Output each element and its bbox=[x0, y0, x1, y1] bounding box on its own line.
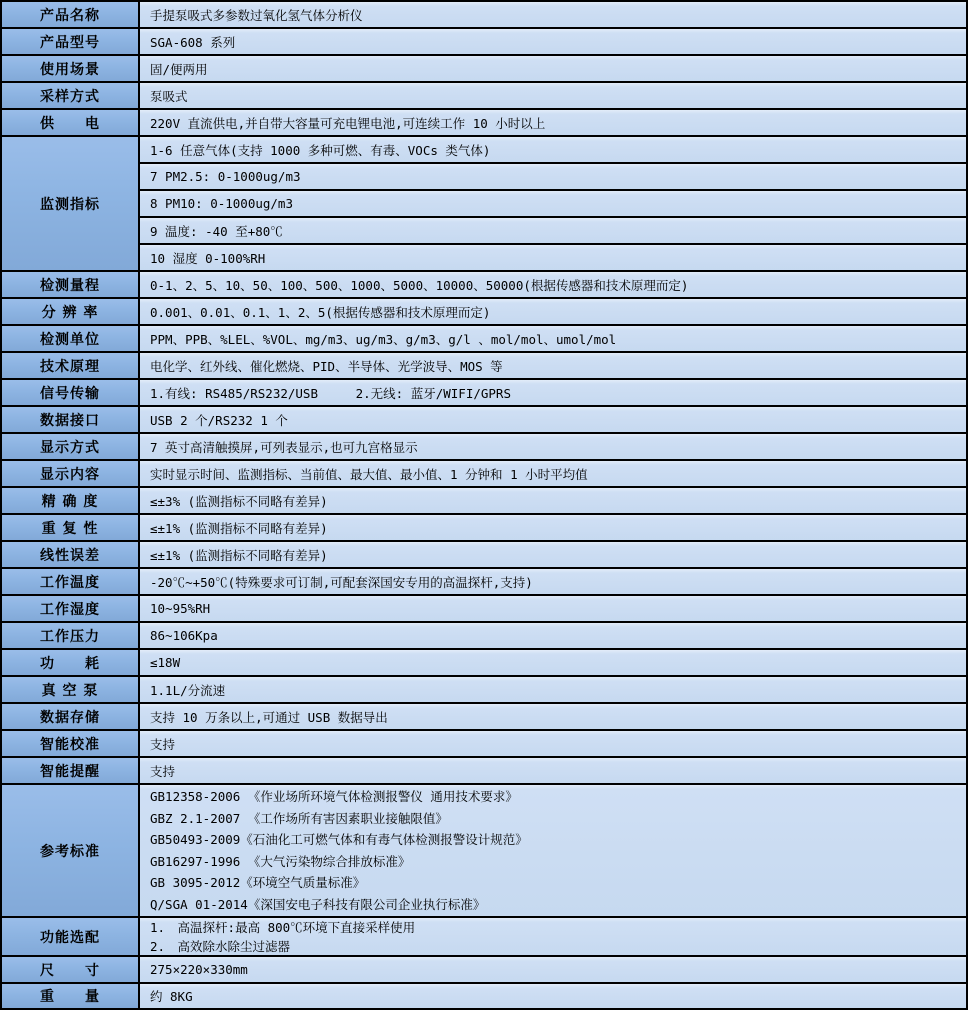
option-line: 2. 高效除水除尘过滤器 bbox=[150, 938, 291, 954]
spec-row-resolution bbox=[2, 299, 966, 326]
spec-row-repeatability bbox=[2, 515, 966, 542]
spec-value: 10~95%RH bbox=[140, 596, 966, 621]
spec-label: 精 确 度 bbox=[2, 488, 140, 513]
spec-label: 检测单位 bbox=[2, 326, 140, 351]
spec-row-power bbox=[2, 110, 966, 137]
spec-row-data-storage bbox=[2, 704, 966, 731]
spec-value: 支持 bbox=[140, 731, 966, 756]
option-line: 1. 高温探杆:最高 800℃环境下直接采样使用 bbox=[150, 919, 416, 935]
spec-row-dimensions bbox=[2, 957, 966, 984]
spec-value: 7 英寸高清触摸屏,可列表显示,也可九宫格显示 bbox=[140, 434, 966, 459]
spec-value: PPM、PPB、%LEL、%VOL、mg/m3、ug/m3、g/m3、g/l 、mol/mol、umol/mol bbox=[140, 326, 966, 351]
spec-label: 工作湿度 bbox=[2, 596, 140, 621]
spec-label: 产品型号 bbox=[2, 29, 140, 54]
spec-row-work-pressure bbox=[2, 623, 966, 650]
spec-value: -20℃~+50℃(特殊要求可订制,可配套深国安专用的高温探杆,支持) bbox=[140, 569, 966, 594]
spec-label: 参考标准 bbox=[2, 785, 140, 916]
monitor-indicator-list bbox=[140, 137, 966, 270]
spec-value: ≤±1% (监测指标不同略有差异) bbox=[140, 515, 966, 540]
spec-row-product-name bbox=[2, 2, 966, 29]
spec-label: 真 空 泵 bbox=[2, 677, 140, 702]
spec-value: 支持 bbox=[140, 758, 966, 783]
spec-row-tech-principle bbox=[2, 353, 966, 380]
spec-value: 泵吸式 bbox=[140, 83, 966, 108]
spec-value: SGA-608 系列 bbox=[140, 29, 966, 54]
monitor-indicator-item: 1-6 任意气体(支持 1000 多种可燃、有毒、VOCs 类气体) bbox=[140, 137, 966, 164]
spec-value: 1.1L/分流速 bbox=[140, 677, 966, 702]
spec-row-work-humidity bbox=[2, 596, 966, 623]
spec-row-reference-standards bbox=[2, 785, 966, 918]
spec-label: 重 量 bbox=[2, 984, 140, 1008]
spec-row-model bbox=[2, 29, 966, 56]
spec-label: 显示内容 bbox=[2, 461, 140, 486]
spec-value: 275×220×330mm bbox=[140, 957, 966, 982]
spec-row-work-temperature bbox=[2, 569, 966, 596]
spec-label: 使用场景 bbox=[2, 56, 140, 81]
spec-label: 功 耗 bbox=[2, 650, 140, 675]
spec-value: 1.有线: RS485/RS232/USB 2.无线: 蓝牙/WIFI/GPRS bbox=[140, 380, 966, 405]
standard-line: GB16297-1996 《大气污染物综合排放标准》 bbox=[150, 853, 411, 869]
spec-value: 固/便两用 bbox=[140, 56, 966, 81]
spec-row-units bbox=[2, 326, 966, 353]
spec-value: 手提泵吸式多参数过氧化氢气体分析仪 bbox=[140, 2, 966, 27]
spec-label: 工作压力 bbox=[2, 623, 140, 648]
spec-label: 监测指标 bbox=[2, 137, 140, 270]
spec-label: 产品名称 bbox=[2, 2, 140, 27]
spec-label: 采样方式 bbox=[2, 83, 140, 108]
standard-line: Q/SGA 01-2014《深国安电子科技有限公司企业执行标准》 bbox=[150, 896, 486, 912]
spec-row-smart-reminder bbox=[2, 758, 966, 785]
spec-label: 重 复 性 bbox=[2, 515, 140, 540]
monitor-indicator-item: 10 湿度 0-100%RH bbox=[140, 245, 966, 270]
spec-value: 220V 直流供电,并自带大容量可充电锂电池,可连续工作 10 小时以上 bbox=[140, 110, 966, 135]
standard-line: GB50493-2009《石油化工可燃气体和有毒气体检测报警设计规范》 bbox=[150, 832, 528, 847]
standard-line: GB12358-2006 《作业场所环境气体检测报警仪 通用技术要求》 bbox=[150, 789, 518, 804]
spec-label: 分 辨 率 bbox=[2, 299, 140, 324]
spec-label: 工作温度 bbox=[2, 569, 140, 594]
spec-value: 86~106Kpa bbox=[140, 623, 966, 648]
monitor-indicator-item: 8 PM10: 0-1000ug/m3 bbox=[140, 191, 966, 218]
spec-row-range bbox=[2, 272, 966, 299]
spec-row-signal bbox=[2, 380, 966, 407]
standard-line: GB 3095-2012《环境空气质量标准》 bbox=[150, 875, 366, 890]
spec-row-weight bbox=[2, 984, 966, 1008]
spec-label: 显示方式 bbox=[2, 434, 140, 459]
spec-value: ≤±3% (监测指标不同略有差异) bbox=[140, 488, 966, 513]
spec-row-monitor-indicators bbox=[2, 137, 966, 272]
spec-value: ≤±1% (监测指标不同略有差异) bbox=[140, 542, 966, 567]
spec-label: 智能提醒 bbox=[2, 758, 140, 783]
spec-row-optional-features bbox=[2, 918, 966, 957]
spec-row-sampling bbox=[2, 83, 966, 110]
spec-label: 数据接口 bbox=[2, 407, 140, 432]
spec-value: 0-1、2、5、10、50、100、500、1000、5000、10000、50000(根据传感器和技术原理而定) bbox=[140, 272, 966, 297]
spec-label: 尺 寸 bbox=[2, 957, 140, 982]
spec-value: 0.001、0.01、0.1、1、2、5(根据传感器和技术原理而定) bbox=[140, 299, 966, 324]
spec-label: 供 电 bbox=[2, 110, 140, 135]
spec-label: 线性误差 bbox=[2, 542, 140, 567]
spec-value: 约 8KG bbox=[140, 984, 966, 1008]
spec-label: 技术原理 bbox=[2, 353, 140, 378]
spec-value: 电化学、红外线、催化燃烧、PID、半导体、光学波导、MOS 等 bbox=[140, 353, 966, 378]
monitor-indicator-item: 7 PM2.5: 0-1000ug/m3 bbox=[140, 164, 966, 191]
spec-label: 智能校准 bbox=[2, 731, 140, 756]
spec-row-usage-scene bbox=[2, 56, 966, 83]
monitor-indicator-item: 9 温度: -40 至+80℃ bbox=[140, 218, 966, 245]
spec-row-accuracy bbox=[2, 488, 966, 515]
spec-row-linearity-error bbox=[2, 542, 966, 569]
spec-row-power-consumption bbox=[2, 650, 966, 677]
spec-value: 支持 10 万条以上,可通过 USB 数据导出 bbox=[140, 704, 966, 729]
reference-standards-list bbox=[140, 785, 966, 916]
spec-row-data-interface bbox=[2, 407, 966, 434]
spec-value: 实时显示时间、监测指标、当前值、最大值、最小值、1 分钟和 1 小时平均值 bbox=[140, 461, 966, 486]
spec-row-display-content bbox=[2, 461, 966, 488]
spec-row-display-mode bbox=[2, 434, 966, 461]
spec-label: 检测量程 bbox=[2, 272, 140, 297]
spec-row-vacuum-pump bbox=[2, 677, 966, 704]
spec-value: USB 2 个/RS232 1 个 bbox=[140, 407, 966, 432]
standard-line: GBZ 2.1-2007 《工作场所有害因素职业接触限值》 bbox=[150, 810, 448, 826]
spec-value: ≤18W bbox=[140, 650, 966, 675]
spec-label: 信号传输 bbox=[2, 380, 140, 405]
spec-label: 数据存储 bbox=[2, 704, 140, 729]
optional-features-list bbox=[140, 918, 966, 955]
spec-label: 功能选配 bbox=[2, 918, 140, 955]
spec-row-smart-calibration bbox=[2, 731, 966, 758]
